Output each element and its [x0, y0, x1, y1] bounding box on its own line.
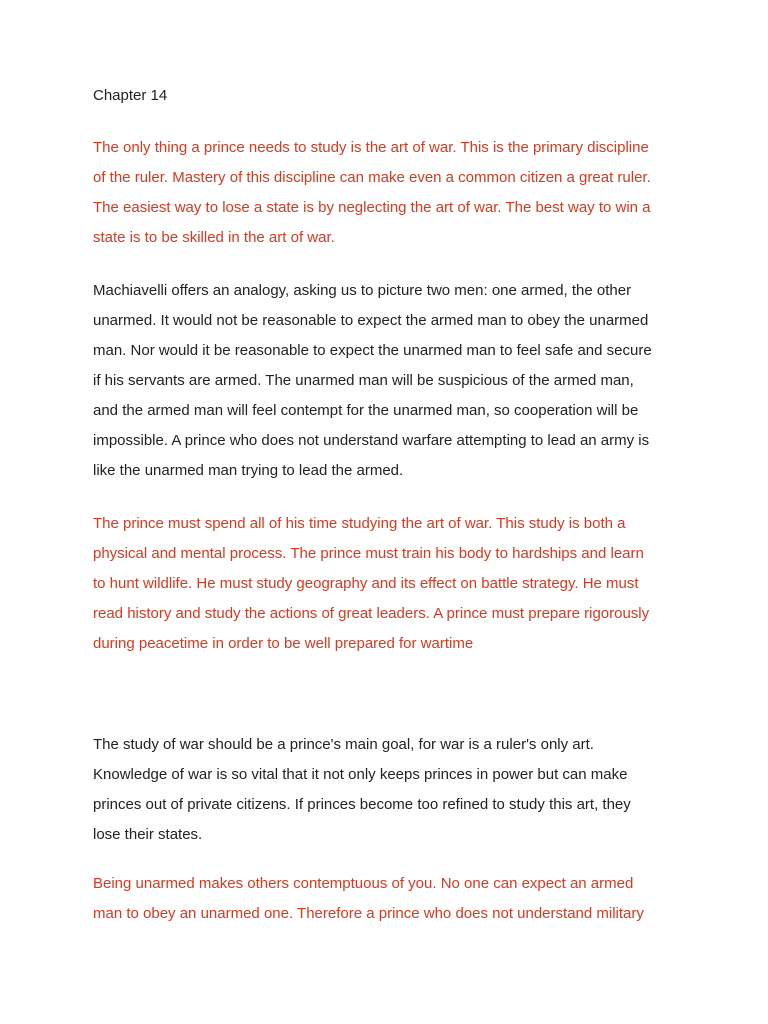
paragraph-line: man. Nor would it be reasonable to expect the unarmed man to feel safe and secure: [93, 342, 652, 359]
paragraph-line: Being unarmed makes others contemptuous of you. No one can expect an armed: [93, 875, 634, 892]
paragraph-line: Machiavelli offers an analogy, asking us to picture two men: one armed, the other: [93, 282, 632, 299]
paragraph-line: The study of war should be a prince's main goal, for war is a ruler's only art.: [93, 736, 594, 753]
paragraph-line: physical and mental process. The prince must train his body to hardships and learn: [93, 545, 644, 562]
paragraph-line: if his servants are armed. The unarmed man will be suspicious of the armed man,: [93, 372, 634, 389]
paragraph-line: like the unarmed man trying to lead the armed.: [93, 462, 404, 479]
paragraph-line: lose their states.: [93, 826, 203, 843]
paragraph-line: impossible. A prince who does not understand warfare attempting to lead an army is: [93, 432, 650, 449]
paragraph-line: The prince must spend all of his time studying the art of war. This study is both a: [93, 515, 626, 532]
paragraph-line: unarmed. It would not be reasonable to expect the armed man to obey the unarmed: [93, 312, 649, 329]
paragraph-line: The easiest way to lose a state is by neglecting the art of war. The best way to win a: [93, 199, 651, 216]
chapter-heading: Chapter 14: [93, 87, 168, 104]
paragraph-line: The only thing a prince needs to study is the art of war. This is the primary discipline: [93, 139, 649, 156]
paragraph-line: and the armed man will feel contempt for the unarmed man, so cooperation will be: [93, 402, 639, 419]
paragraph-line: to hunt wildlife. He must study geography and its effect on battle strategy. He must: [93, 575, 639, 592]
paragraph-line: during peacetime in order to be well prepared for wartime: [93, 635, 474, 652]
paragraph-line: Knowledge of war is so vital that it not only keeps princes in power but can make: [93, 766, 628, 783]
paragraph-line: state is to be skilled in the art of war.: [93, 229, 335, 246]
paragraph-line: man to obey an unarmed one. Therefore a prince who does not understand military: [93, 905, 644, 922]
paragraph-line: read history and study the actions of great leaders. A prince must prepare rigorously: [93, 605, 650, 622]
paragraph-line: of the ruler. Mastery of this discipline can make even a common citizen a great ruler.: [93, 169, 651, 186]
paragraph-line: princes out of private citizens. If princes become too refined to study this art, they: [93, 796, 631, 813]
